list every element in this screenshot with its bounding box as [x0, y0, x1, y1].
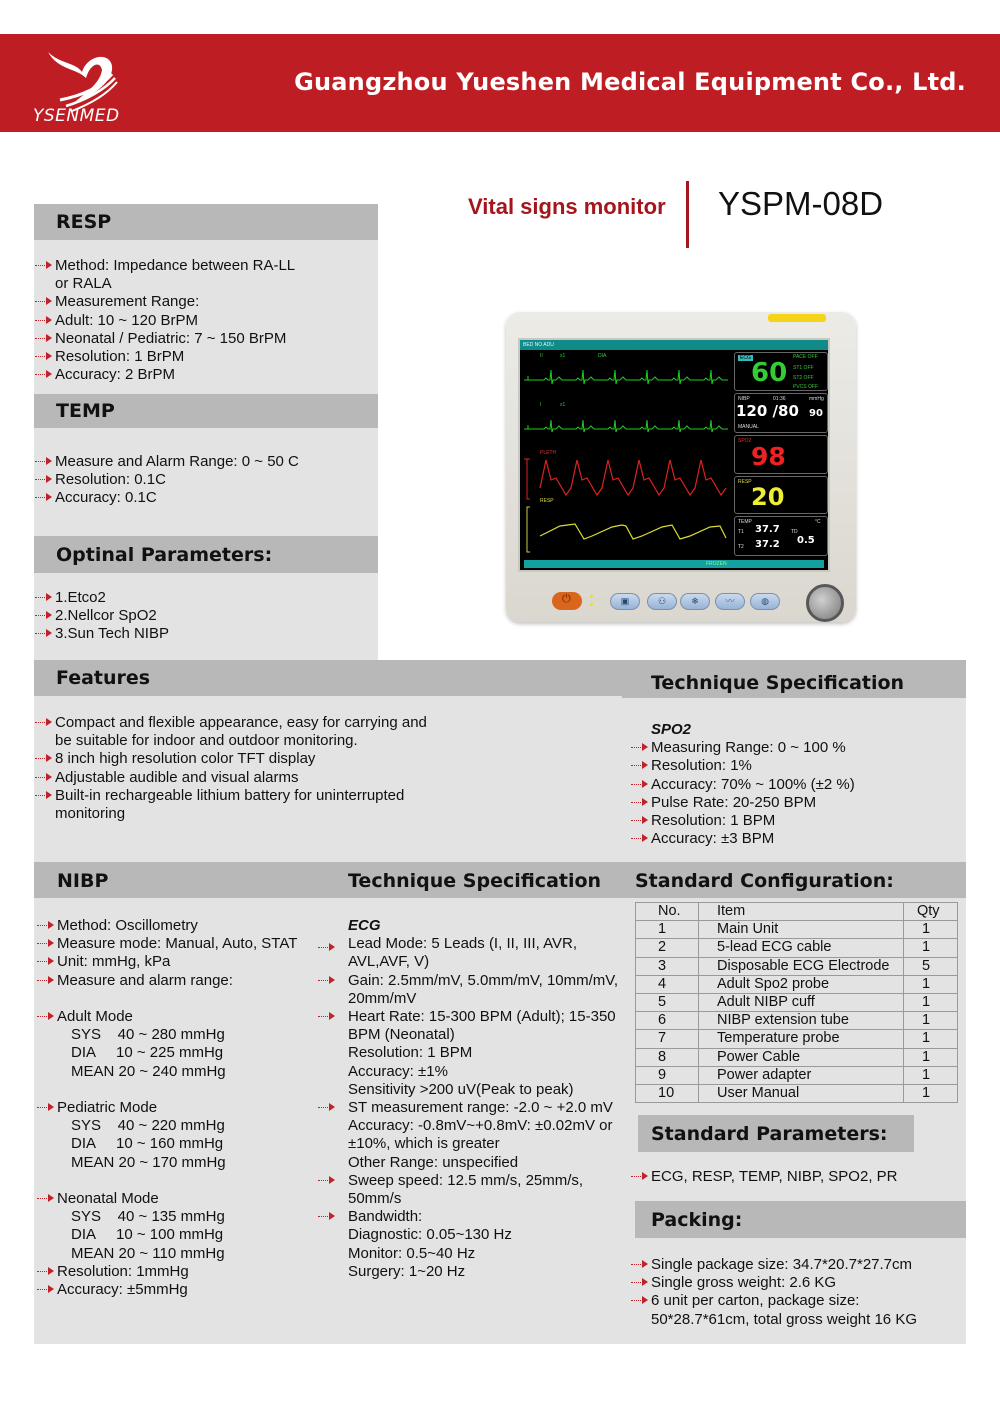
- alarm-light-bar: [768, 314, 826, 322]
- arrow-bullet-icon: [35, 258, 53, 272]
- list-item: 1.Etco2: [35, 589, 169, 607]
- arrow-bullet-icon: [37, 936, 55, 950]
- arrow-bullet-icon: [35, 626, 53, 640]
- list-item: Measurement Range:: [35, 293, 295, 311]
- list-item: Accuracy: -0.8mV~+0.8mV: ±0.02mV or: [348, 1117, 613, 1135]
- arrow-bullet-icon: [631, 1169, 649, 1183]
- list-item: or RALA: [55, 275, 112, 293]
- list-item: Adjustable audible and visual alarms: [35, 769, 427, 787]
- list-item: SYS 40 ~ 220 mmHg: [71, 1117, 225, 1135]
- arrow-bullet-icon: [631, 1275, 649, 1289]
- arrow-bullet-icon: [631, 795, 649, 809]
- arrow-bullet-icon: [631, 1257, 649, 1271]
- arrow-bullet-icon: [37, 1009, 55, 1023]
- arrow-bullet-icon: [35, 751, 53, 765]
- list-subtitle: SPO2: [651, 721, 692, 738]
- key-button: ◍: [750, 593, 780, 610]
- arrow-bullet-icon: [318, 1209, 336, 1223]
- arrow-bullet-icon: [631, 740, 649, 754]
- arrow-bullet-icon: [35, 294, 53, 308]
- list-item: Accuracy: ±3 BPM: [631, 830, 855, 848]
- rotary-knob-icon: [806, 584, 844, 622]
- arrow-bullet-icon: [631, 1293, 649, 1307]
- tech-ecg-title: Technique Specification: [348, 870, 602, 892]
- list-item: Other Range: unspecified: [348, 1153, 519, 1171]
- list-item: Diagnostic: 0.05~130 Hz: [348, 1226, 512, 1244]
- list-item: 50mm/s: [348, 1190, 402, 1208]
- list-item: Compact and flexible appearance, easy for carrying and: [35, 714, 427, 732]
- arrow-bullet-icon: [37, 1264, 55, 1278]
- arrow-bullet-icon: [35, 349, 53, 363]
- config-table: [635, 902, 958, 1103]
- list-item: SYS 40 ~ 280 mmHg: [71, 1026, 225, 1044]
- list-item: Adult: 10 ~ 120 BrPM: [35, 312, 295, 330]
- arrow-bullet-icon: [37, 1191, 55, 1205]
- list-item: Measure and Alarm Range: 0 ~ 50 C: [35, 453, 299, 471]
- std-params-title: Standard Parameters:: [651, 1122, 888, 1145]
- list-item: Surgery: 1~20 Hz: [348, 1262, 466, 1280]
- list-item: Adult Mode: [37, 1008, 297, 1026]
- list-item: ECG, RESP, TEMP, NIBP, SPO2, PR: [631, 1168, 898, 1186]
- arrow-bullet-icon: [35, 472, 53, 486]
- list-item: 2.Nellcor SpO2: [35, 607, 169, 625]
- spo2-section-header: [651, 672, 904, 694]
- spo2-tile: SPO2 98: [734, 435, 828, 474]
- table-row: 4 Adult Spo2 probe 1: [636, 975, 958, 993]
- logo-text: YSENMED: [33, 106, 120, 126]
- list-item: AVL,AVF, V): [348, 953, 430, 971]
- list-item: DIA 10 ~ 100 mmHg: [71, 1226, 224, 1244]
- features-title: Features: [56, 667, 151, 689]
- column-header: Qty: [904, 903, 958, 921]
- key-button: 〰: [715, 593, 745, 610]
- list-item: Pulse Rate: 20-250 BPM: [631, 794, 855, 812]
- table-row: 2 5-lead ECG cable 1: [636, 939, 958, 957]
- resp-tile: RESP 20: [734, 476, 828, 514]
- power-button: [552, 592, 582, 610]
- std-params-list: [631, 1168, 898, 1186]
- waveforms-icon: [520, 340, 732, 570]
- list-item: 8 inch high resolution color TFT display: [35, 750, 427, 768]
- spacer: [37, 1081, 297, 1099]
- resp-list: [35, 257, 295, 384]
- list-item: ST measurement range: -2.0 ~ +2.0 mV: [318, 1099, 618, 1117]
- list-item: DIA 10 ~ 225 mmHg: [71, 1044, 224, 1062]
- list-item: Built-in rechargeable lithium battery for uninterrupted: [35, 787, 427, 805]
- list-item: BPM (Neonatal): [348, 1026, 455, 1044]
- monitor-device-image: [506, 312, 856, 622]
- arrow-bullet-icon: [35, 608, 53, 622]
- list-item: Accuracy: ±5mmHg: [37, 1281, 297, 1299]
- arrow-bullet-icon: [318, 1009, 336, 1023]
- list-item: Accuracy: ±1%: [348, 1062, 448, 1080]
- list-item: Resolution: 0.1C: [35, 471, 299, 489]
- arrow-bullet-icon: [631, 758, 649, 772]
- list-item: Method: Oscillometry: [37, 917, 297, 935]
- arrow-bullet-icon: [37, 918, 55, 932]
- arrow-bullet-icon: [35, 770, 53, 784]
- screen-bottom-bar: [524, 560, 824, 568]
- list-item: Resolution: 1 BPM: [348, 1044, 473, 1062]
- spo2-band: [622, 696, 966, 698]
- list-item: Resolution: 1 BPM: [631, 812, 855, 830]
- key-button: ▣: [610, 593, 640, 610]
- ecg-list: [318, 917, 618, 1281]
- list-item: Accuracy: 0.1C: [35, 489, 299, 507]
- list-item: 20mm/mV: [348, 989, 417, 1007]
- key-button: ⚇: [647, 593, 677, 610]
- list-item: Sweep speed: 12.5 mm/s, 25mm/s,: [318, 1172, 618, 1190]
- nibp-title: NIBP: [57, 870, 109, 892]
- column-header: No.: [636, 903, 699, 921]
- screen-status-bar: BED NO ADU: [520, 340, 828, 350]
- monitor-screen: BED NO ADU II x1 DIA I x1 PLETH RESP ECG 60 PACE OFF ST1 OFF ST2 OFF PVCS OFF NIBP 01:36 mmHg 120 /80 90 MANUAL SPO2 98 RESP 20 TEMP °C T1 37.7 T2 37.2 TD 0.5 FROZEN: [518, 338, 830, 572]
- list-item: SYS 40 ~ 135 mmHg: [71, 1208, 225, 1226]
- list-item: Accuracy: 70% ~ 100% (±2 %): [631, 776, 855, 794]
- nibp-list: [37, 917, 297, 1299]
- table-row: 8 Power Cable 1: [636, 1048, 958, 1066]
- list-item: Accuracy: 2 BrPM: [35, 366, 295, 384]
- product-model: YSPM-08D: [718, 185, 884, 222]
- packing-title: Packing:: [651, 1208, 743, 1231]
- list-subtitle: ECG: [348, 917, 381, 934]
- column-header: Item: [699, 903, 904, 921]
- spo2-list: [631, 721, 855, 848]
- list-item: monitoring: [55, 805, 126, 823]
- ecg-tile: ECG 60 PACE OFF ST1 OFF ST2 OFF PVCS OFF: [734, 352, 828, 391]
- list-item: Monitor: 0.5~40 Hz: [348, 1244, 476, 1262]
- resp-section-header: [34, 204, 378, 240]
- arrow-bullet-icon: [631, 813, 649, 827]
- list-item: Sensitivity >200 uV(Peak to peak): [348, 1080, 574, 1098]
- optional-list: [35, 589, 169, 644]
- list-item: Resolution: 1%: [631, 757, 855, 775]
- arrow-bullet-icon: [35, 454, 53, 468]
- std-params-section-header: [638, 1115, 914, 1152]
- table-row: 10 User Manual 1: [636, 1084, 958, 1102]
- table-row: 1 Main Unit 1: [636, 921, 958, 939]
- table-row: 6 NIBP extension tube 1: [636, 1012, 958, 1030]
- temp-section-header: [34, 394, 378, 428]
- arrow-bullet-icon: [35, 313, 53, 327]
- table-row: 7 Temperature probe 1: [636, 1030, 958, 1048]
- led-indicator: [590, 603, 593, 606]
- key-button: ❄: [680, 593, 710, 610]
- arrow-bullet-icon: [37, 954, 55, 968]
- list-item: Gain: 2.5mm/mV, 5.0mm/mV, 10mm/mV,: [318, 972, 618, 990]
- spacer: [37, 1172, 297, 1190]
- packing-section-header: [635, 1201, 966, 1238]
- list-item: ±10%, which is greater: [348, 1135, 500, 1153]
- list-item: Measuring Range: 0 ~ 100 %: [631, 739, 855, 757]
- arrow-bullet-icon: [318, 940, 336, 954]
- features-list: [35, 714, 427, 823]
- list-item: Neonatal Mode: [37, 1190, 297, 1208]
- list-item: Bandwidth:: [318, 1208, 618, 1226]
- list-item: Neonatal / Pediatric: 7 ~ 150 BrPM: [35, 330, 295, 348]
- list-item: Single package size: 34.7*20.7*27.7cm: [631, 1256, 917, 1274]
- packing-list: [631, 1256, 917, 1329]
- table-row: 5 Adult NIBP cuff 1: [636, 993, 958, 1011]
- arrow-bullet-icon: [631, 777, 649, 791]
- list-item: Pediatric Mode: [37, 1099, 297, 1117]
- list-item: Measure and alarm range:: [37, 972, 297, 990]
- list-item: be suitable for indoor and outdoor monitoring.: [55, 732, 358, 750]
- temp-tile: TEMP °C T1 37.7 T2 37.2 TD 0.5: [734, 516, 828, 556]
- arrow-bullet-icon: [631, 831, 649, 845]
- arrow-bullet-icon: [35, 331, 53, 345]
- list-item: Resolution: 1mmHg: [37, 1263, 297, 1281]
- list-item: 3.Sun Tech NIBP: [35, 625, 169, 643]
- arrow-bullet-icon: [35, 590, 53, 604]
- list-item: 50*28.7*61cm, total gross weight 16 KG: [651, 1310, 917, 1328]
- list-item: Measure mode: Manual, Auto, STAT: [37, 935, 297, 953]
- list-item: Resolution: 1 BrPM: [35, 348, 295, 366]
- list-item: Heart Rate: 15-300 BPM (Adult); 15-350: [318, 1008, 618, 1026]
- list-item: Single gross weight: 2.6 KG: [631, 1274, 917, 1292]
- nibp-tile: NIBP 01:36 mmHg 120 /80 90 MANUAL: [734, 393, 828, 433]
- list-item: MEAN 20 ~ 240 mmHg: [71, 1062, 226, 1080]
- list-item: Method: Impedance between RA-LL: [35, 257, 295, 275]
- optional-title: Optinal Parameters:: [56, 543, 273, 566]
- list-item: MEAN 20 ~ 170 mmHg: [71, 1153, 226, 1171]
- list-item: MEAN 20 ~ 110 mmHg: [71, 1244, 225, 1262]
- arrow-bullet-icon: [35, 715, 53, 729]
- arrow-bullet-icon: [318, 1100, 336, 1114]
- arrow-bullet-icon: [37, 973, 55, 987]
- list-item: DIA 10 ~ 160 mmHg: [71, 1135, 224, 1153]
- spacer: [37, 990, 297, 1008]
- list-item: Unit: mmHg, kPa: [37, 953, 297, 971]
- header-banner: [0, 34, 1000, 132]
- temp-list: [35, 453, 299, 508]
- title-divider: [686, 181, 689, 248]
- led-indicator: [590, 595, 593, 598]
- tech-spo2-title: Technique Specification: [651, 672, 905, 694]
- arrow-bullet-icon: [35, 788, 53, 802]
- table-header-row: [636, 903, 958, 921]
- table-row: 3 Disposable ECG Electrode 5: [636, 957, 958, 975]
- resp-title: RESP: [56, 211, 112, 233]
- company-name: Guangzhou Yueshen Medical Equipment Co., Ltd.: [294, 68, 966, 96]
- temp-title: TEMP: [56, 400, 115, 422]
- arrow-bullet-icon: [318, 1173, 336, 1187]
- list-item: Lead Mode: 5 Leads (I, II, III, AVR,: [318, 935, 618, 953]
- product-title: Vital signs monitor: [468, 194, 666, 219]
- arrow-bullet-icon: [37, 1282, 55, 1296]
- arrow-bullet-icon: [318, 973, 336, 987]
- arrow-bullet-icon: [37, 1100, 55, 1114]
- config-title: Standard Configuration:: [635, 870, 894, 892]
- list-item: 6 unit per carton, package size:: [631, 1292, 917, 1310]
- table-row: 9 Power adapter 1: [636, 1066, 958, 1084]
- optional-section-header: [34, 536, 378, 573]
- arrow-bullet-icon: [35, 490, 53, 504]
- arrow-bullet-icon: [35, 367, 53, 381]
